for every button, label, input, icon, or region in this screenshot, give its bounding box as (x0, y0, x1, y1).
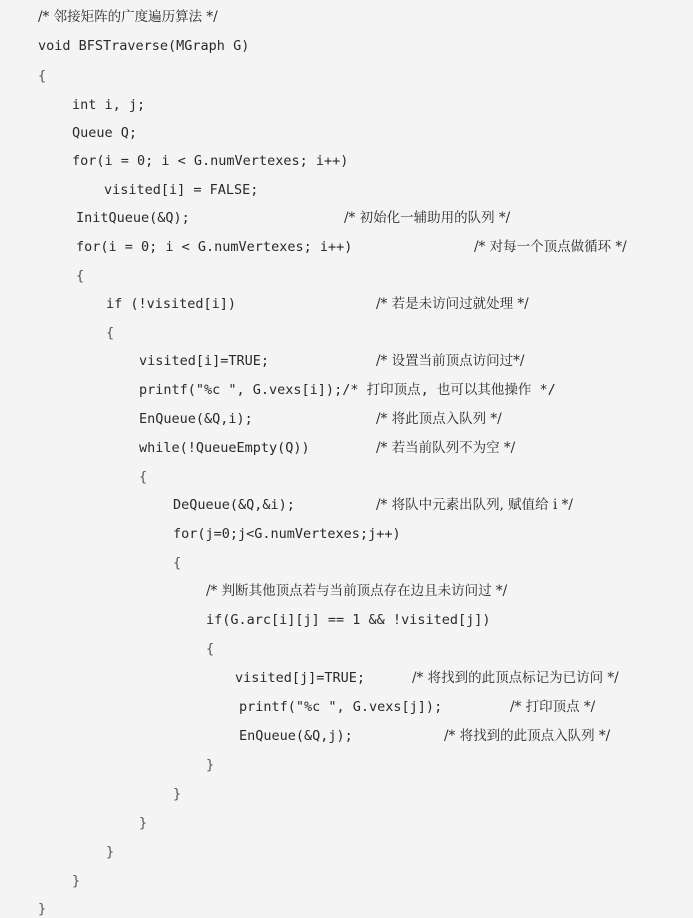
code-line-while-queue: while(!QueueEmpty(Q)) (139, 440, 310, 456)
code-brace-open-3: { (139, 469, 148, 485)
code-comment-dequeue: /* 将队中元素出队列, 赋值给 i */ (376, 497, 573, 513)
code-line-set-visited-j: visited[j]=TRUE; (235, 670, 366, 686)
code-brace-open-2: { (106, 325, 115, 341)
code-comment-header: /* 邻接矩阵的广度遍历算法 */ (38, 9, 218, 25)
code-line-enqueue-j: EnQueue(&Q,j); (239, 728, 353, 744)
code-line-declare-ij: int i, j; (72, 97, 146, 113)
code-brace-open-4: { (173, 555, 182, 571)
code-line-declare-queue: Queue Q; (72, 125, 138, 141)
function-open-brace: { (38, 68, 47, 84)
code-brace-close-3: } (139, 815, 148, 831)
code-line-initqueue: InitQueue(&Q); (76, 210, 190, 226)
code-line-set-visited-false: visited[i] = FALSE; (104, 182, 259, 198)
code-comment-enqueue-i: /* 将此顶点入队列 */ (376, 411, 502, 427)
code-brace-close-2: } (106, 844, 115, 860)
code-comment-mark-visited: /* 将找到的此顶点标记为已访问 */ (412, 670, 619, 686)
code-brace-close-4: } (173, 786, 182, 802)
code-line-dequeue: DeQueue(&Q,&i); (173, 497, 295, 513)
code-line-for-init-visited: for(i = 0; i < G.numVertexes; i++) (72, 153, 349, 169)
code-brace-open-1: { (76, 268, 85, 284)
code-line-set-visited-true: visited[i]=TRUE; (139, 353, 270, 369)
code-line-for-neighbors: for(j=0;j<G.numVertexes;j++) (173, 526, 401, 542)
code-comment-while-queue: /* 若当前队列不为空 */ (376, 440, 516, 456)
code-comment-set-visited: /* 设置当前顶点访问过*/ (376, 353, 525, 369)
code-line-if-edge: if(G.arc[i][j] == 1 && !visited[j]) (206, 612, 491, 628)
code-line-printf-vertex-j: printf("%c ", G.vexs[j]); (239, 699, 443, 715)
code-brace-close-5: } (206, 757, 215, 773)
code-brace-close-1: } (72, 873, 81, 889)
code-comment-loop: /* 对每一个顶点做循环 */ (474, 239, 627, 255)
function-signature: void BFSTraverse(MGraph G) (38, 38, 250, 54)
code-line-enqueue-i: EnQueue(&Q,i); (139, 411, 253, 427)
code-line-if-not-visited: if (!visited[i]) (106, 296, 237, 312)
code-line-printf-vertex-i: printf("%c ", G.vexs[i]);/* 打印顶点, 也可以其他操作 */ (139, 382, 556, 398)
code-comment-enqueue-j: /* 将找到的此顶点入队列 */ (444, 728, 611, 744)
function-close-brace: } (38, 901, 47, 917)
code-comment-check-neighbor: /* 判断其他顶点若与当前顶点存在边且未访问过 */ (206, 583, 508, 599)
code-line-for-vertices: for(i = 0; i < G.numVertexes; i++) (76, 239, 353, 255)
code-comment-initqueue: /* 初始化一辅助用的队列 */ (344, 210, 511, 226)
code-brace-open-5: { (206, 641, 215, 657)
code-comment-print-vertex: /* 打印顶点 */ (510, 699, 596, 715)
code-comment-if-not-visited: /* 若是未访问过就处理 */ (376, 296, 529, 312)
